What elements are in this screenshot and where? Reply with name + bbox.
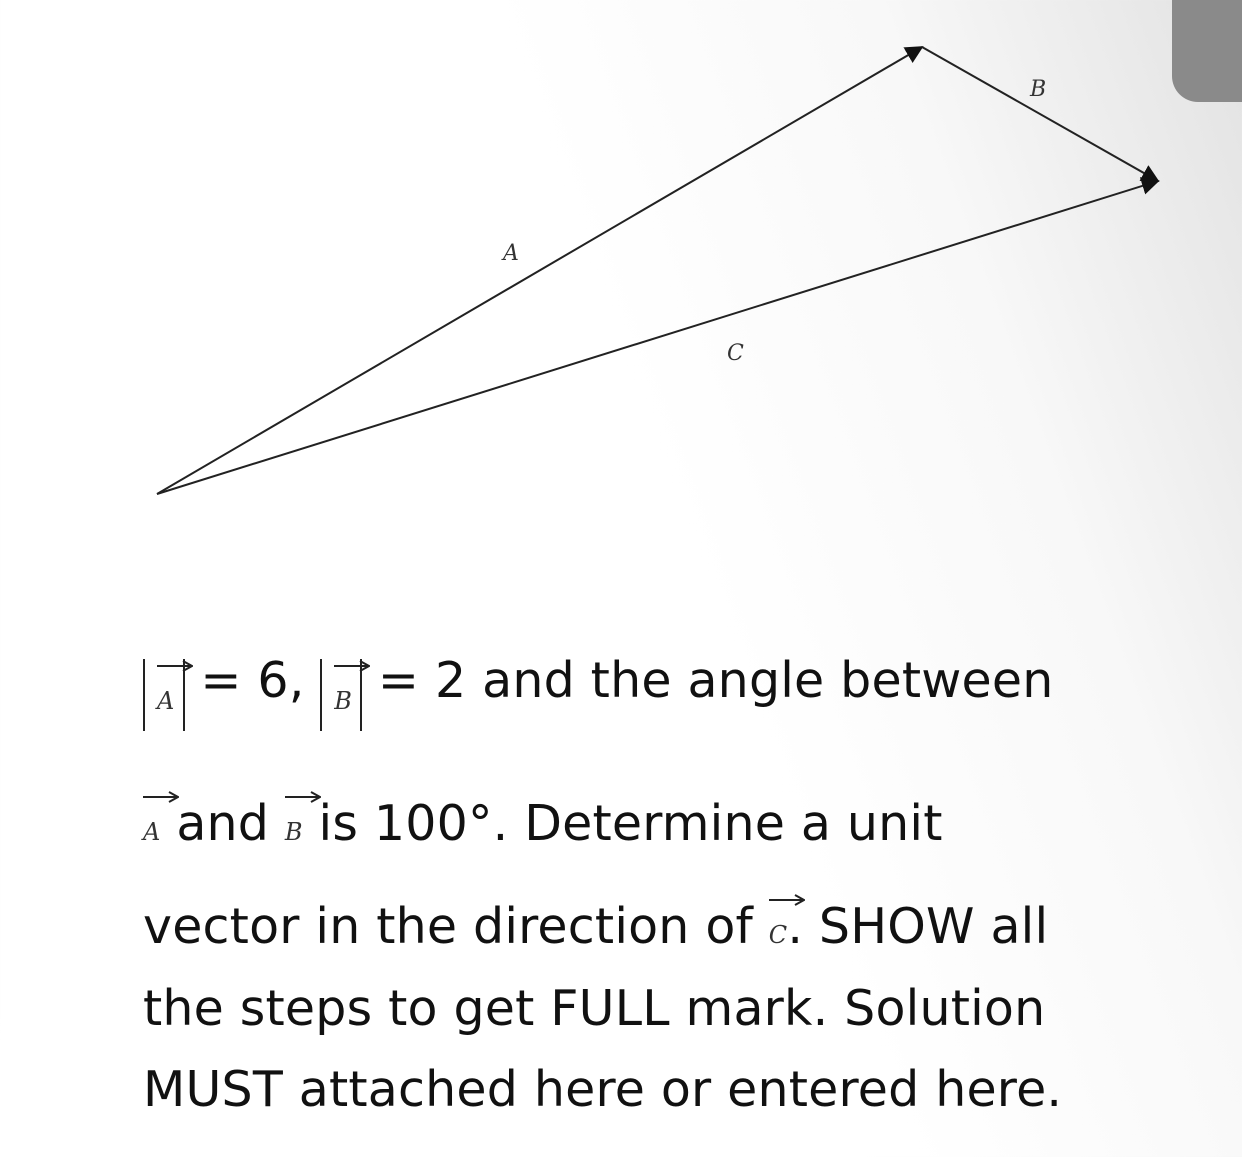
line1-text-b: = 2 and the angle between — [377, 652, 1054, 709]
vector-arrow-icon — [157, 659, 193, 673]
label-a: A — [503, 241, 519, 266]
vector-arrow-icon — [769, 893, 805, 907]
problem-line-4: the steps to get FULL mark. Solution — [143, 980, 1046, 1037]
magnitude-b — [320, 659, 362, 731]
vector-a-line — [157, 47, 922, 494]
label-b: B — [1030, 77, 1047, 102]
vector-arrow-icon — [143, 790, 179, 804]
problem-line-5: MUST attached here or entered here. — [143, 1061, 1063, 1118]
label-c: C — [727, 341, 744, 366]
vector-arrow-icon — [285, 790, 321, 804]
vector-c-symbol: C — [769, 921, 788, 949]
line1-text-a: = 6, — [200, 652, 305, 709]
vector-c-line — [157, 181, 1158, 494]
line3-after: . SHOW all — [787, 898, 1049, 955]
problem-line-3 — [143, 898, 1048, 955]
vector-a-symbol: A — [143, 818, 161, 846]
line3-text: vector in the direction of — [143, 898, 753, 955]
problem-line-1 — [143, 652, 1053, 731]
vector-arrow-icon — [334, 659, 370, 673]
vector-b-line — [922, 47, 1158, 181]
vector-a-symbol: A — [157, 687, 175, 715]
vector-diagram — [0, 0, 1242, 560]
magnitude-a — [143, 659, 185, 731]
problem-line-2 — [143, 795, 943, 852]
line2-rest: is 100°. Determine a unit — [318, 795, 943, 852]
line2-and: and — [176, 795, 270, 852]
vector-b-symbol: B — [285, 818, 303, 846]
vector-b-symbol: B — [334, 687, 352, 715]
